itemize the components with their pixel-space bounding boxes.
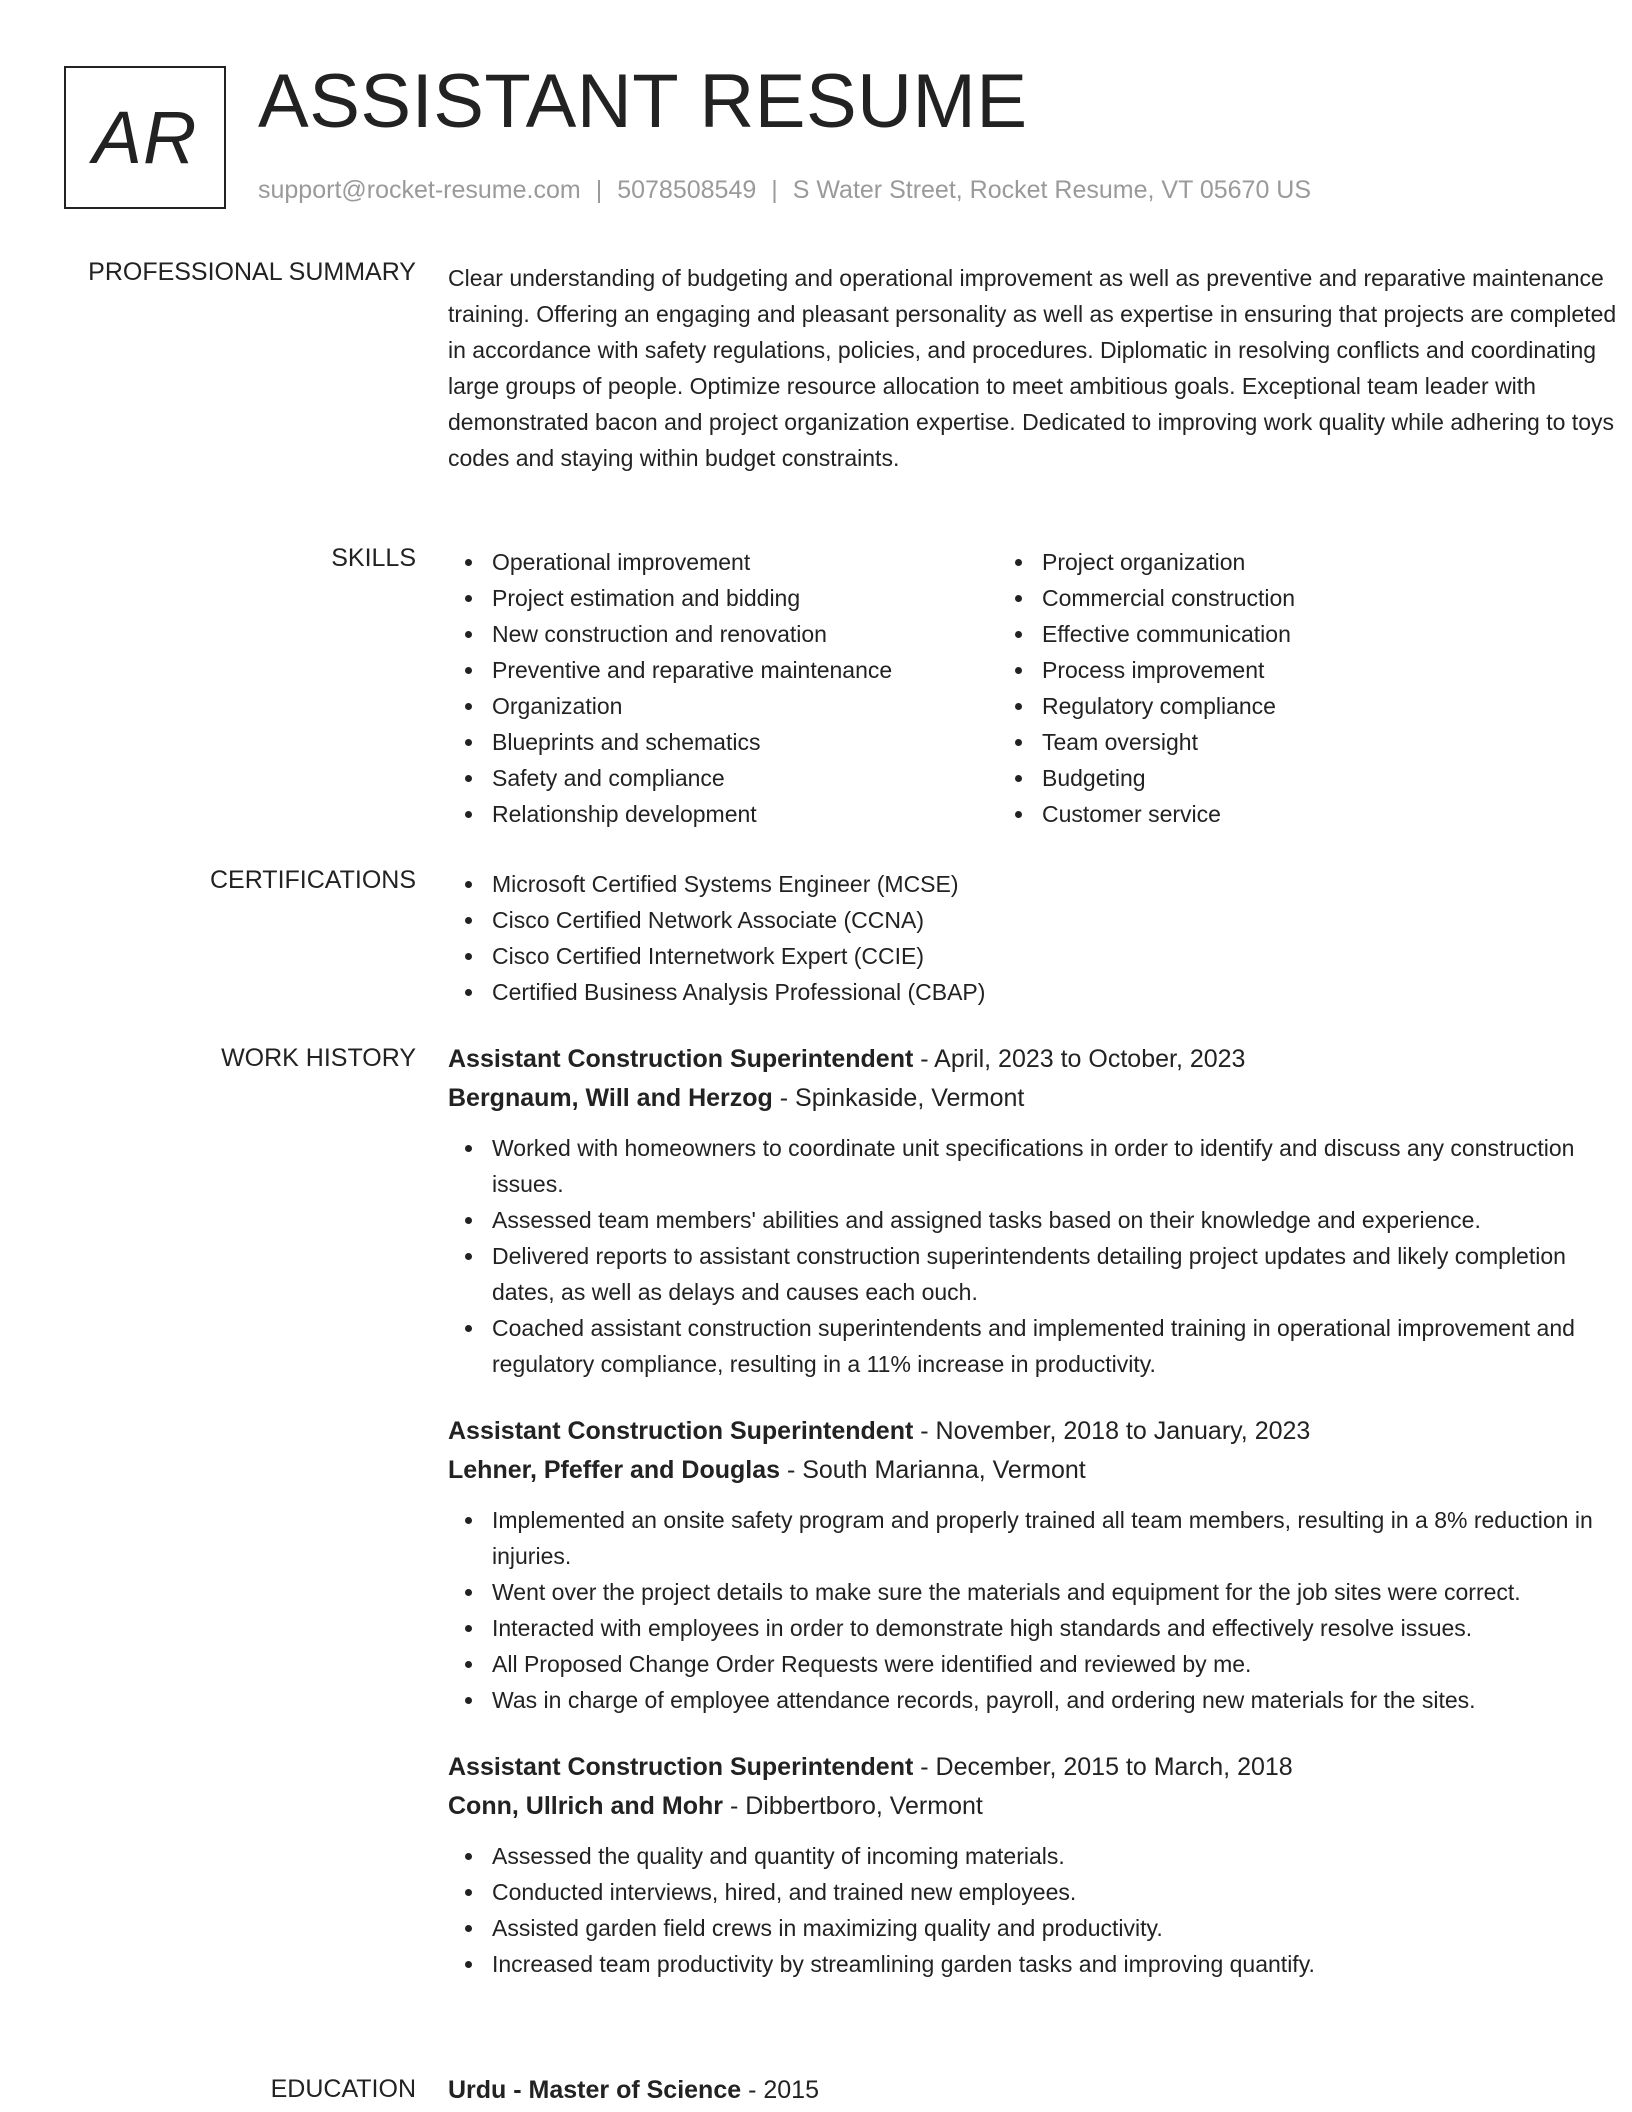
section-label-education: EDUCATION [270,2075,416,2103]
skill-item: Preventive and reparative maintenance [448,652,998,688]
certification-item: Cisco Certified Internetwork Expert (CCIE) [448,938,1628,974]
job-company-line [448,1450,1628,1490]
skill-item: Project estimation and bidding [448,580,998,616]
certification-item: Microsoft Certified Systems Engineer (MCSE) [448,866,1628,902]
monogram-initials: AR [92,96,198,179]
job-dates: - December, 2015 to March, 2018 [913,1753,1293,1781]
skill-item: Blueprints and schematics [448,724,998,760]
skill-item: Effective communication [998,616,1548,652]
job-location: - Spinkaside, Vermont [772,1084,1025,1112]
job-company: Conn, Ullrich and Mohr [448,1792,723,1820]
job-location: - South Marianna, Vermont [780,1456,1086,1484]
job-bullet: Assessed the quality and quantity of incoming materials. [448,1838,1628,1874]
job-bullet: Assisted garden field crews in maximizing quality and productivity. [448,1910,1628,1946]
skill-item: New construction and renovation [448,616,998,652]
job-company: Lehner, Pfeffer and Douglas [448,1456,781,1484]
job-bullet: Went over the project details to make sure the materials and equipment for the job sites were correct. [448,1574,1628,1610]
contact-address: S Water Street, Rocket Resume, VT 05670 US [792,176,1312,204]
job-bullet: All Proposed Change Order Requests were identified and reviewed by me. [448,1646,1628,1682]
job-bullet: Interacted with employees in order to demonstrate high standards and effectively resolve issues. [448,1610,1628,1646]
work-history-body [448,1040,1628,1982]
skills-list-right [998,544,1548,832]
skill-item: Commercial construction [998,580,1548,616]
education-degree: Urdu - Master of Science [448,2076,742,2104]
skill-item: Customer service [998,796,1548,832]
skills-columns [448,544,1628,832]
skill-item: Safety and compliance [448,760,998,796]
monogram-box [64,66,226,209]
contact-phone[interactable]: 5078508549 [617,176,757,204]
job-title: Assistant Construction Superintendent [448,1045,914,1073]
job-title-line [448,1040,1628,1078]
contact-separator: | [771,176,778,204]
job-bullet: Increased team productivity by streamlining garden tasks and improving quantify. [448,1946,1628,1982]
skill-item: Regulatory compliance [998,688,1548,724]
skill-item: Operational improvement [448,544,998,580]
job-company: Bergnaum, Will and Herzog [448,1084,773,1112]
section-label-certifications: CERTIFICATIONS [209,866,416,894]
certification-item: Certified Business Analysis Professional (CBAP) [448,974,1628,1010]
resume-header [64,59,1584,210]
job-bullets [448,1838,1628,1982]
section-label-work-history: WORK HISTORY [221,1044,416,1072]
job-entry [448,1748,1628,1982]
skill-item: Organization [448,688,998,724]
contact-line [258,176,1311,205]
contact-separator: | [595,176,603,204]
job-bullet: Conducted interviews, hired, and trained new employees. [448,1874,1628,1910]
contact-email[interactable]: support@rocket-resume.com [258,176,581,204]
skills-list-left [448,544,998,832]
job-title-line [448,1412,1628,1450]
education-year: - 2015 [741,2076,819,2104]
job-bullet: Coached assistant construction superintendents and implemented training in operational improvement and regulatory compliance, resulting in a 11% increase in productivity. [448,1310,1628,1382]
job-title: Assistant Construction Superintendent [448,1417,914,1445]
job-bullet: Worked with homeowners to coordinate unit specifications in order to identify and discuss any construction issues. [448,1130,1628,1202]
education-entry [448,2071,1628,2109]
section-label-skills: SKILLS [331,544,416,572]
job-title-line [448,1748,1628,1786]
skill-item: Project organization [998,544,1548,580]
skill-item: Team oversight [998,724,1548,760]
job-location: - Dibbertboro, Vermont [723,1792,983,1820]
summary-text: Clear understanding of budgeting and operational improvement as well as preventive and reparative maintenance training. Offering an engaging and pleasant personality as well as expertise in ensuring that projects are completed in accordance with safety regulations, policies, and procedures. Diplomatic in resolving conflicts and coordinating large groups of people. Optimize resource allocation to meet ambitious goals. Exceptional team leader with demonstrated bacon and project organization expertise. Dedicated to improving work quality while adhering to toys codes and staying within budget constraints. [448,265,1617,471]
job-dates: - November, 2018 to January, 2023 [913,1417,1311,1445]
job-bullet: Implemented an onsite safety program and properly trained all team members, resulting in a 8% reduction in injuries. [448,1502,1628,1574]
job-bullet: Delivered reports to assistant construction superintendents detailing project updates and likely completion dates, as well as delays and causes each ouch. [448,1238,1628,1310]
job-bullet: Was in charge of employee attendance records, payroll, and ordering new materials for the sites. [448,1682,1628,1718]
section-label-summary: PROFESSIONAL SUMMARY [88,258,416,286]
resume-title: ASSISTANT RESUME [258,59,1028,144]
certification-item: Cisco Certified Network Associate (CCNA) [448,902,1628,938]
skill-item: Budgeting [998,760,1548,796]
job-dates: - April, 2023 to October, 2023 [913,1045,1246,1073]
job-bullet: Assessed team members' abilities and assigned tasks based on their knowledge and experience. [448,1202,1628,1238]
job-title: Assistant Construction Superintendent [448,1753,914,1781]
job-entry [448,1040,1628,1382]
skill-item: Relationship development [448,796,998,832]
job-entry [448,1412,1628,1718]
skill-item: Process improvement [998,652,1548,688]
certifications-list [448,866,1628,1010]
job-company-line [448,1786,1628,1826]
job-company-line [448,1078,1628,1118]
job-bullets [448,1502,1628,1718]
job-bullets [448,1130,1628,1382]
